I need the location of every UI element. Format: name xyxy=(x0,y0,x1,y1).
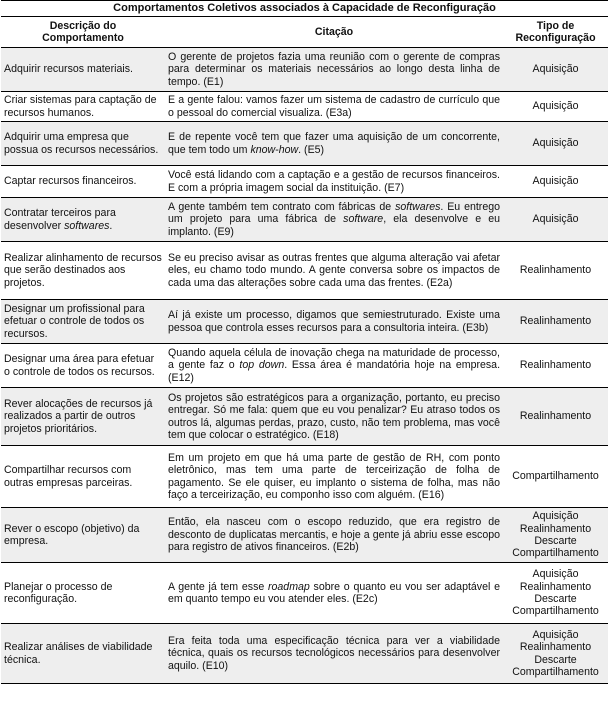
row-type xyxy=(503,300,608,344)
type-label: Realinhamento xyxy=(519,410,592,423)
table-row xyxy=(1,624,608,684)
row-type xyxy=(503,344,608,388)
type-label: Compartilhamento xyxy=(512,547,599,560)
row-citation xyxy=(165,563,503,624)
type-label: Realinhamento xyxy=(519,315,592,328)
row-citation: Você está lidando com a captação e a gestão de recursos financeiros. E com a própria imagem social da instituição. (E7) xyxy=(165,166,503,198)
type-label: Compartilhamento xyxy=(512,470,599,483)
table-title-row xyxy=(1,1,608,17)
row-type xyxy=(503,388,608,446)
table-row xyxy=(1,388,608,446)
description-text: Contratar terceiros para desenvolver xyxy=(4,207,116,232)
table-row xyxy=(1,508,608,563)
table-row xyxy=(1,92,608,122)
citation-text: . Eu entrego um projeto para uma fábrica de xyxy=(168,200,500,226)
row-citation xyxy=(165,198,503,242)
table-title: Comportamentos Coletivos associados à Capacidade de Reconfiguração xyxy=(1,1,608,17)
type-label: Realinhamento xyxy=(519,359,592,372)
header-descricao xyxy=(1,17,165,48)
type-label: Realinhamento xyxy=(519,580,592,593)
header-citacao: Citação xyxy=(165,17,503,48)
table-row xyxy=(1,48,608,92)
table-row xyxy=(1,300,608,344)
behaviors-table xyxy=(1,0,608,684)
citation-emphasis: softwares xyxy=(395,200,441,213)
header-tipo-line1: Tipo de xyxy=(536,19,575,32)
row-description: Rever alocações de recursos já realizados a partir de outros projetos prioritários. xyxy=(1,388,165,446)
table-row xyxy=(1,166,608,198)
citation-text: Quando aquela célula de inovação chega na maturidade de processo, a gente faz o xyxy=(168,346,500,372)
row-description: Captar recursos financeiros. xyxy=(1,166,165,198)
header-tipo xyxy=(503,17,608,48)
table-row xyxy=(1,344,608,388)
citation-text: . (E5) xyxy=(298,143,325,156)
row-type xyxy=(503,122,608,166)
table-row xyxy=(1,242,608,300)
description-emphasis: softwares xyxy=(64,219,110,232)
citation-text: A gente também tem contrato com fábricas de xyxy=(168,200,396,213)
row-type xyxy=(503,624,608,684)
type-label: Descarte xyxy=(534,535,577,547)
row-description: Rever o escopo (objetivo) da empresa. xyxy=(1,508,165,563)
row-type xyxy=(503,508,608,563)
description-text: . xyxy=(109,219,113,232)
row-description: Planejar o processo de reconfiguração. xyxy=(1,563,165,624)
row-type xyxy=(503,198,608,242)
type-label: Realinhamento xyxy=(519,522,592,535)
row-description: Adquirir recursos materiais. xyxy=(1,48,165,92)
row-citation: Se eu preciso avisar as outras frentes que alguma alteração vai afetar eles, eu chamo todo mundo. A gente conversa sobre os impactos de cada uma das alterações sobre cada uma das frentes. (E2a) xyxy=(165,242,503,300)
type-label: Aquisição xyxy=(532,213,579,226)
row-description: Adquirir uma empresa que possua os recursos necessários. xyxy=(1,122,165,166)
type-label: Aquisição xyxy=(532,628,579,641)
row-description: Realizar análises de viabilidade técnica. xyxy=(1,624,165,684)
row-description: Criar sistemas para captação de recursos humanos. xyxy=(1,92,165,122)
document-page xyxy=(1,0,608,684)
citation-emphasis: software xyxy=(343,213,384,226)
row-citation xyxy=(165,122,503,166)
type-label: Aquisição xyxy=(532,63,579,76)
header-descricao-line2: Comportamento xyxy=(42,32,124,44)
table-row xyxy=(1,446,608,508)
row-description xyxy=(1,198,165,242)
row-type xyxy=(503,446,608,508)
type-label: Realinhamento xyxy=(519,264,592,277)
type-label: Aquisição xyxy=(532,100,579,113)
row-description: Compartilhar recursos com outras empresas parceiras. xyxy=(1,446,165,508)
row-type xyxy=(503,242,608,300)
citation-text: . Essa área é mandatória hoje na empresa. (E12) xyxy=(168,359,501,384)
type-label: Aquisição xyxy=(532,137,579,150)
type-label: Compartilhamento xyxy=(512,665,599,678)
type-label: Descarte xyxy=(534,653,577,666)
citation-emphasis: roadmap xyxy=(268,580,310,593)
table-row xyxy=(1,198,608,242)
citation-emphasis: know-how xyxy=(250,143,299,156)
citation-text: E de repente você tem que fazer uma aquisição de um concorrente, que tem todo um xyxy=(168,131,500,156)
header-descricao-line1: Descrição do xyxy=(49,19,117,32)
header-tipo-line2: Reconfiguração xyxy=(515,32,596,44)
type-label: Aquisição xyxy=(532,175,579,188)
type-label: Descarte xyxy=(534,593,577,605)
table-header-row xyxy=(1,17,608,48)
row-citation: Então, ela nasceu com o escopo reduzido, que era registro de desconto de duplicatas mercantis, e hoje a gente já abriu esse escopo para registro de ativos financeiros. (E2b) xyxy=(165,508,503,563)
row-type xyxy=(503,563,608,624)
row-citation: E a gente falou: vamos fazer um sistema de cadastro de currículo que o pessoal do comercial visualiza. (E3a) xyxy=(165,92,503,122)
row-description: Realizar alinhamento de recursos que serão destinados aos projetos. xyxy=(1,242,165,300)
type-label: Aquisição xyxy=(532,510,579,523)
row-citation: Os projetos são estratégicos para a organização, portanto, eu preciso entregar. Só me fala: quem que eu vou penalizar? Eu atraso todos os outros lá, algumas perdas, prazo, custo, não tem problema, mas você tem que colocar o estratégico. (E18) xyxy=(165,388,503,446)
row-citation: Era feita toda uma especificação técnica para ver a viabilidade técnica, quais os recursos tecnológicos necessários para desenvolver aquilo. (E10) xyxy=(165,624,503,684)
row-citation: Aí já existe um processo, digamos que semiestruturado. Existe uma pessoa que controla esses recursos para a consultoria inteira. (E3b) xyxy=(165,300,503,344)
type-label: Realinhamento xyxy=(519,641,592,654)
row-type xyxy=(503,166,608,198)
type-label: Aquisição xyxy=(532,568,579,581)
table-row xyxy=(1,122,608,166)
row-citation: O gerente de projetos fazia uma reunião com o gerente de compras para determinar os materiais necessários ao longo desta linha de tempo. (E1) xyxy=(165,48,503,92)
row-citation xyxy=(165,344,503,388)
table-row xyxy=(1,563,608,624)
row-description: Designar um profissional para efetuar o controle de todos os recursos. xyxy=(1,300,165,344)
citation-emphasis: top down xyxy=(239,359,285,372)
row-type xyxy=(503,92,608,122)
row-type xyxy=(503,48,608,92)
citation-text: sobre o quanto eu vou ser adaptável e em quanto tempo eu vou atender eles. (E2c) xyxy=(168,580,500,605)
row-citation: Em um projeto em que há uma parte de gestão de RH, com ponto eletrônico, mas tem uma parte de terceirização de folha de pagamento. Se ele quiser, eu implanto o sistema de folha, mas não faço a terceirização, eu componho isso com alguém. (E16) xyxy=(165,446,503,508)
citation-text: , ela desenvolve e eu implanto. (E9) xyxy=(168,213,500,238)
row-description: Designar uma área para efetuar o controle de todos os recursos. xyxy=(1,344,165,388)
citation-text: A gente já tem esse xyxy=(168,580,268,593)
type-label: Compartilhamento xyxy=(512,605,599,618)
